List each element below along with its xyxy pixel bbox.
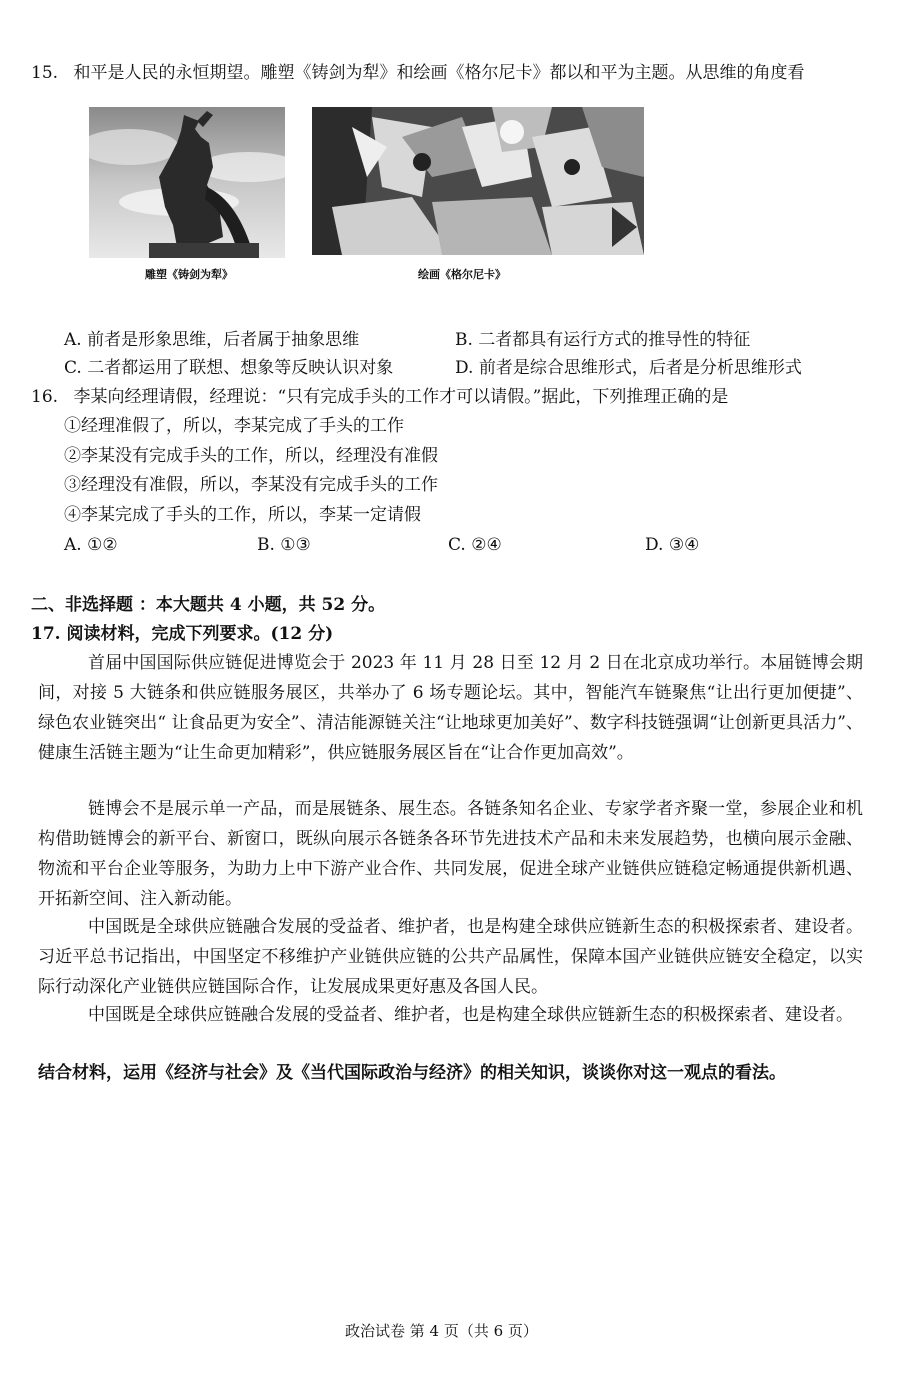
q17-paragraph-4: 中国既是全球供应链融合发展的受益者、维护者，也是构建全球供应链新生态的积极探索者、建设者。 xyxy=(88,1005,853,1025)
q15-number: 15. xyxy=(31,63,59,83)
q15-option-b: B. 二者都具有运行方式的推导性的特征 xyxy=(455,330,751,350)
guernica-caption: 绘画《格尔尼卡》 xyxy=(418,268,506,281)
q15-option-d: D. 前者是综合思维形式，后者是分析思维形式 xyxy=(455,358,802,378)
sculpture-caption: 雕塑《铸剑为犁》 xyxy=(145,268,233,281)
q16-statement-1: ①经理准假了，所以，李某完成了手头的工作 xyxy=(64,416,404,436)
q16-option-b: B. ①③ xyxy=(257,535,311,555)
q17-paragraph-1: 首届中国国际供应链促进博览会于 2023 年 11 月 28 日至 12 月 2 日在北京成功举行。本届链博会期间，对接 5 大链条和供应链服务展区，共举办了 6 场专题论坛。其中，智能汽车链聚焦“让出行更加便捷”、绿色农业链突出“ 让食品更为安全”、清洁能源链关注“让地球更加美好”、数字科技链强调“让创新更具活力”、健康生活链主题为“让生命更加精彩”，供应链服务展区旨在“让合作更加高效”。 xyxy=(38,653,863,763)
section-2-title: 二、非选择题 ：本大题共 4 小题，共 52 分。 xyxy=(31,595,386,615)
q15-stem xyxy=(31,58,804,88)
q16-option-c: C. ②④ xyxy=(448,535,502,555)
q17-paragraph-3: 中国既是全球供应链融合发展的受益者、维护者，也是构建全球供应链新生态的积极探索者、建设者。习近平总书记指出，中国坚定不移维护产业链供应链的公共产品属性，保障本国产业链供应链安全稳定，以实际行动深化产业链供应链国际合作，让发展成果更好惠及各国人民。 xyxy=(38,917,863,997)
q16-number: 16. xyxy=(31,387,59,407)
q16-option-a: A. ①② xyxy=(64,535,118,555)
page-footer: 政治试卷 第 4 页（共 6 页） xyxy=(345,1322,538,1340)
q16-statement-4: ④李某完成了手头的工作，所以，李某一定请假 xyxy=(64,505,421,525)
q16-stem-text: 李某向经理请假，经理说：“只有完成手头的工作才可以请假。”据此，下列推理正确的是 xyxy=(73,387,729,407)
guernica-image xyxy=(312,107,644,255)
q17-paragraph-2: 链博会不是展示单一产品，而是展链条、展生态。各链条知名企业、专家学者齐聚一堂，参展企业和机构借助链博会的新平台、新窗口，既纵向展示各链条各环节先进技术产品和未来发展趋势，也横向展示金融、物流和平台企业等服务，为助力上中下游产业合作、共同发展，促进全球产业链供应链稳定畅通提供新机遇、开拓新空间、注入新动能。 xyxy=(38,799,863,909)
q16-stem xyxy=(31,382,728,412)
q16-statement-3: ③经理没有准假，所以，李某没有完成手头的工作 xyxy=(64,475,438,495)
q17-heading: 17. 阅读材料，完成下列要求。(12 分) xyxy=(31,624,334,644)
q15-option-c: C. 二者都运用了联想、想象等反映认识对象 xyxy=(64,358,394,378)
q16-statement-2: ②李某没有完成手头的工作，所以，经理没有准假 xyxy=(64,446,438,466)
q15-option-a: A. 前者是形象思维，后者属于抽象思维 xyxy=(64,330,360,350)
q17-task: 结合材料，运用《经济与社会》及《当代国际政治与经济》的相关知识，谈谈你对这一观点的看法。 xyxy=(38,1063,786,1083)
q15-stem-text: 和平是人民的永恒期望。雕塑《铸剑为犁》和绘画《格尔尼卡》都以和平为主题。从思维的角度看 xyxy=(73,63,805,83)
sculpture-image xyxy=(89,107,285,258)
q16-option-d: D. ③④ xyxy=(645,535,700,555)
